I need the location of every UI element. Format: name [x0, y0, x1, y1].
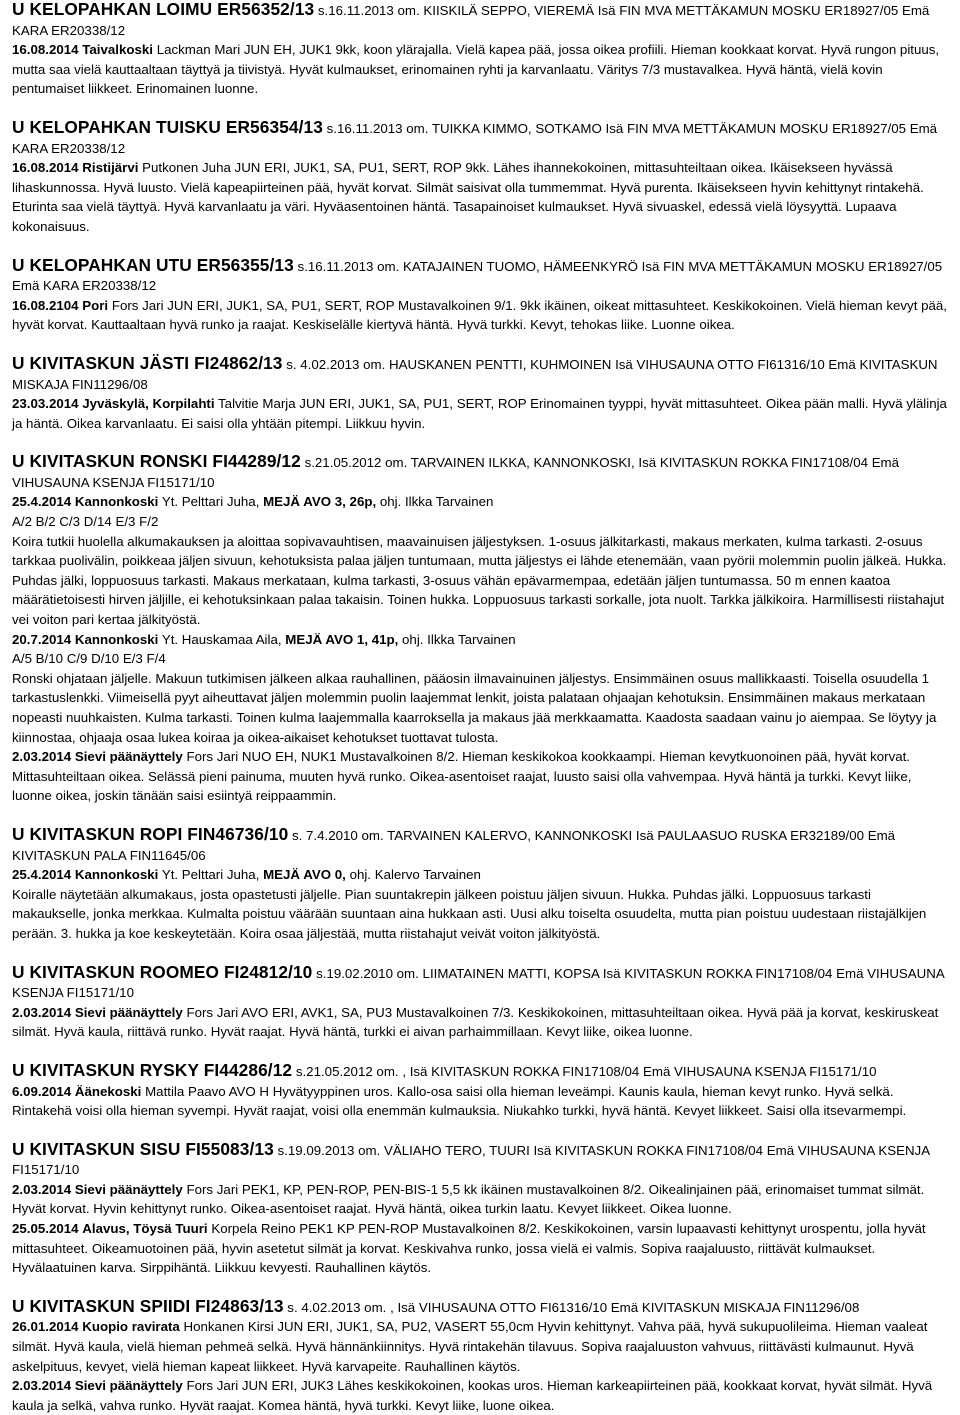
- parents: Isä VIHUSAUNA OTTO FI61316/10 Emä KIVITASKUN MISKAJA FIN11296/08: [397, 1299, 860, 1315]
- judge: Yt. Pelttari Juha,: [161, 867, 260, 883]
- result-date: 6.09.2014: [12, 1083, 72, 1099]
- parents: Isä KIVITASKUN ROKKA FIN17108/04 Emä VIHUSAUNA KSENJA FI15171/10: [12, 455, 900, 490]
- dog-entry: [12, 256, 948, 335]
- owner: HAUSKANEN PENTTI, KUHMOINEN: [389, 356, 612, 372]
- result-date: 2.03.2014: [12, 749, 72, 765]
- result: [12, 1082, 948, 1121]
- result: [12, 394, 948, 433]
- result-text: Fors Jari JUN ERI, JUK3 Lähes keskikokoinen, kookas uros. Hieman karkeapiirteinen pää, kookkaat korvat, hyvät silmät. Hyvä kaula ja selkä, vahva runko. Hyvät raajat. Komea häntä, hyvä turkki. Kevyt liike, luone oikea.: [12, 1378, 933, 1413]
- birth-date: s.21.05.2012 om.: [304, 455, 408, 471]
- dog-entry: [12, 825, 948, 944]
- entry-gap: [12, 433, 948, 452]
- parents: Isä KIVITASKUN ROKKA FIN17108/04 Emä VIHUSAUNA KSENJA FI15171/10: [409, 1063, 877, 1079]
- result-date: 26.01.2014: [12, 1319, 79, 1335]
- result-text: Lackman Mari JUN EH, JUK1 9kk, koon ylärajalla. Vielä kapea pää, jossa oikea profiili. Hieman kookkaat korvat. Hyvä rungon pituus, mutta saa vielä kauttaaltaan täyttyä ja tiivistyä. Hyvät kulmaukset, erinomainen ryhti ja karvanlaatu. Väritys 7/3 mustavalkea. Hyvä häntä, vielä kovin pentumaiset liikkeet. Erinomainen luonne.: [12, 42, 940, 97]
- entry-header: [12, 452, 948, 492]
- result-date: 2.03.2014: [12, 1004, 72, 1020]
- trial-result: MEJÄ AVO 0,: [263, 867, 346, 883]
- judge: Yt. Hauskamaa Aila,: [161, 631, 282, 647]
- result-place: Kannonkoski: [74, 494, 159, 510]
- parents: Isä KIVITASKUN ROKKA FIN17108/04 Emä VIHUSAUNA KSENJA FI15171/10: [12, 1142, 930, 1178]
- trial-scores: A/2 B/2 C/3 D/14 E/3 F/2: [12, 514, 159, 530]
- dog-name: U KELOPAHKAN UTU ER56355/13: [12, 254, 294, 275]
- dog-name: U KIVITASKUN SISU FI55083/13: [12, 1138, 274, 1159]
- dog-entry: [12, 0, 948, 99]
- result-date: 2.03.2014: [12, 1181, 72, 1197]
- result-place: Taivalkoski: [82, 42, 153, 58]
- dog-name: U KELOPAHKAN LOIMU ER56352/13: [12, 0, 315, 19]
- parents: Isä FIN MVA METTÄKAMUN MOSKU ER18927/05 Emä KARA ER20338/12: [12, 120, 938, 156]
- result-place: Pori: [82, 297, 109, 313]
- result-place: Kannonkoski: [74, 631, 159, 647]
- result-place: Sievi päänäyttely: [74, 1004, 183, 1020]
- dog-name: U KIVITASKUN RYSKY FI44286/12: [12, 1059, 293, 1080]
- entry-gap: [12, 806, 948, 825]
- owner: TARVAINEN KALERVO, KANNONKOSKI: [387, 827, 633, 843]
- birth-date: s.19.02.2010 om.: [316, 965, 419, 981]
- entry-header: [12, 118, 948, 158]
- dog-entry: [12, 452, 948, 806]
- owner: ,: [402, 1063, 407, 1079]
- trial-scores: A/5 B/10 C/9 D/10 E/3 F/4: [12, 651, 166, 667]
- parents: Isä FIN MVA METTÄKAMUN MOSKU ER18927/05 Emä KARA ER20338/12: [12, 3, 930, 38]
- parents: Isä VIHUSAUNA OTTO FI61316/10 Emä KIVITASKUN MISKAJA FIN11296/08: [12, 356, 938, 392]
- result-date: 25.05.2014: [12, 1221, 79, 1237]
- entry-gap: [12, 237, 948, 256]
- result: [12, 158, 948, 236]
- dog-name: U KELOPAHKAN TUISKU ER56354/13: [12, 116, 323, 137]
- result-text: Fors Jari NUO EH, NUK1 Mustavalkoinen 8/2. Hieman keskikokoa kookkaampi. Hieman kevytkuonoinen pää, hyvät korvat. Mittasuhteiltaan oikea. Selässä pieni painuma, muuten hyvä runko. Oikea-asentoiset raajat, luusto saisi olla vahvempaa. Hyvä häntä ja turkki. Kevyt liike, luonne oikea, joskin tänään saisi esiintyä reippaammin.: [12, 749, 912, 804]
- result-text: Honkanen Kirsi JUN ERI, JUK1, SA, PU2, VASERT 55,0cm Hyvin kehittynyt. Vahva pää, hyvä sukupuolileima. Hieman vaaleat silmät. Hyvä kaula, vielä hieman pehmeä selkä. Hyvä hännänkiinnitys. Hyvä rintakehän tilavuus. Sopiva raajaluuston vahvuus, riittävästi kulmaunut. Hyvä askelpituus, kevyet, vielä hieman kapeat liikkeet. Hyvä karvapeite. Rauhallinen käytös.: [12, 1319, 928, 1374]
- result: [12, 1003, 948, 1042]
- birth-date: s.16.11.2013 om.: [326, 120, 429, 136]
- result-date: 16.08.2014: [12, 160, 79, 176]
- result-text: Koiralle näytetään alkumakaus, josta opastetusti jäljelle. Pian suuntakrepin jälkeen poistuu jäljen sivuun. Hukka. Puhdas jälki. Loppuosuus tarkasti makaukselle, jonka merkkaa. Kulmalta poistuu väärään suuntaan aina hukkaan asti. Uusi alku toiselta osuudelta, mutta pian poistuu uudestaan riistajälkijen perään. 3. hukka ja koe keskeytetään. Koira osaa jäljestää, mutta riistahajut veivät voiton jälkityöstä.: [12, 886, 927, 941]
- result-place: Sievi päänäyttely: [74, 1181, 183, 1197]
- birth-date: s. 4.02.2013 om.: [287, 1299, 387, 1315]
- dog-name: U KIVITASKUN ROPI FIN46736/10: [12, 823, 289, 844]
- owner: LIIMATAINEN MATTI, KOPSA: [422, 965, 600, 981]
- result: [12, 1180, 948, 1219]
- trial-result: MEJÄ AVO 3, 26p,: [263, 494, 377, 510]
- result-text: Mattila Paavo AVO H Hyvätyyppinen uros. Kallo-osa saisi olla hieman leveämpi. Kaunis kaula, hieman kevyt runko. Hyvä selkä. Rintakehä voisi olla hieman syvempi. Hyvät raajat, voisi olla enemmän kulmauksia. Niukahko turkki, hyvä häntä. Kevyet liikkeet. Saisi olla itsevarmempi.: [12, 1083, 907, 1119]
- result-place: Kannonkoski: [74, 867, 159, 883]
- result-text: Fors Jari JUN ERI, JUK1, SA, PU1, SERT, ROP Mustavalkoinen 9/1. 9kk ikäinen, oikeat mittasuhteet. Keskikokoinen. Vielä hieman kevyt pää, hyvät korvat. Kauttaaltaan hyvä runko ja raajat. Keskiselälle kiertyvä häntä. Hyvä turkki. Kevyt, tehokas liike. Luonne oikea.: [12, 297, 947, 333]
- result-text: Ronski ohjataan jäljelle. Makuun tutkimisen jälkeen alkaa rauhallinen, pääosin ilmavainuinen jäljestys. Ensimmäinen osuus mallikkaasti. Toisella osuudella 1 tarkastuslenkki. Viimeisellä pyyt aiheuttavat jäljen molemmin puolin laajemmat lenkit, joista palataan ohjaajan kehotuksin. Ensimmäinen makaus merkataan nopeasti nuuhkaisten. Kulma tarkasti. Toinen kulma laajemmalla kaarroksella ja makaus jää merkkaamatta. Kaadosta saadaan vainu jo aiempaa. Se löytyy ja kiinnostaa, ohjaaja osaa lukea koiraa ja oikea-aikaiset kehotukset tuottavat tulosta.: [12, 670, 937, 745]
- entry-header: [12, 354, 948, 394]
- entry-header: [12, 825, 948, 865]
- result: [12, 747, 948, 806]
- entry-gap: [12, 335, 948, 354]
- entry-header: [12, 1140, 948, 1180]
- result-text: Putkonen Juha JUN ERI, JUK1, SA, PU1, SERT, ROP 9kk. Lähes ihannekokoinen, mittasuhteiltaan oikea. Ikäisekseen hyvässä lihaskunnossa. Hyvä luusto. Vielä kapeapiirteinen pää, hyvät korvat. Silmät saisivat olla tummemmat. Hyvä purenta. Ikäisekseen hyvin kehittynyt rintakehä. Eturinta saa vielä täyttyä. Hyvä karvanlaatu ja väri. Hyväasentoinen häntä. Tasapainoiset kulmaukset. Hyvä sivuaskel, edessä vielä löysyyttä. Lupaava kokonaisuus.: [12, 160, 924, 234]
- dog-entry: [12, 1297, 948, 1415]
- dog-entry: [12, 1061, 948, 1121]
- entry-gap: [12, 1278, 948, 1297]
- result-date: 25.4.2014: [12, 867, 72, 883]
- result: [12, 296, 948, 335]
- result-text: Fors Jari AVO ERI, AVK1, SA, PU3 Mustavalkoinen 7/3. Keskikokoinen, mittasuhteiltaan oikea. Hyvä pää ja korvat, keskiruskeat silmät. Hyvä kaula, riittävä runko. Hyvät raajat. Hyvä häntä, turkki ei aivan parhaimmillaan. Kevyt liike, oikea luonne.: [12, 1004, 939, 1040]
- dog-entry: [12, 354, 948, 433]
- result-place: Äänekoski: [74, 1083, 142, 1099]
- dog-name: U KIVITASKUN ROOMEO FI24812/10: [12, 961, 313, 982]
- birth-date: s.21.05.2012 om.: [295, 1063, 399, 1079]
- dog-name: U KIVITASKUN SPIIDI FI24863/13: [12, 1295, 284, 1316]
- birth-date: s. 4.02.2013 om.: [286, 356, 386, 372]
- trial-result: MEJÄ AVO 1, 41p,: [285, 631, 399, 647]
- birth-date: s.19.09.2013 om.: [277, 1142, 381, 1158]
- result-place: Sievi päänäyttely: [74, 749, 183, 765]
- dog-name: U KIVITASKUN RONSKI FI44289/12: [12, 451, 301, 472]
- result-place: Sievi päänäyttely: [74, 1378, 183, 1394]
- result-place: Jyväskylä, Korpilahti: [82, 396, 215, 412]
- result-place: Kuopio ravirata: [82, 1319, 180, 1335]
- result-date: 16.08.2104: [12, 297, 79, 313]
- owner: TUIKKA KIMMO, SOTKAMO: [431, 120, 602, 136]
- entry-header: [12, 0, 948, 40]
- owner: ,: [390, 1299, 394, 1315]
- birth-date: s. 7.4.2010 om.: [291, 827, 384, 843]
- result-date: 2.03.2014: [12, 1378, 72, 1394]
- handler: ohj. Ilkka Tarvainen: [402, 631, 516, 647]
- parents: Isä KIVITASKUN ROKKA FIN17108/04 Emä VIHUSAUNA KSENJA FI15171/10: [12, 965, 945, 1001]
- owner: VÄLIAHO TERO, TUURI: [383, 1142, 530, 1158]
- result-date: 16.08.2014: [12, 42, 79, 58]
- result-place: Ristijärvi: [82, 160, 139, 176]
- result-text: Koira tutkii huolella alkumakauksen ja aloittaa sopivavauhtisen, maavainuisen jäljestyksen. 1-osuus jälkitarkasti, makaus merkaten, kulma tarkasti. 2-osuus tarkkaa puolivälin, poikkeaa jäljen sivuun, kehotuksista palaa jäljen tuntumaan, mutta jäljestys ei lähde etenemään, vaan pyörii molemmin puolin jälkeä. Hukka. Puhdas jälki, loppuosuus tarkasti. Makaus merkataan, kulma tarkasti, 3-osuus vähän epävarmempaa, edetään jäljen tuntumassa. 50 m ennen kaatoa määrätietoisesti hirven jäljille, ei kehotuksinkaan palaa takaisin. Toinen hukka. Loppuosuus tarkasti sorkalle, jota nuolt. Tarkka jälkikoira. Harmillisesti riistahajut vei voiton pari kertaa jälkityöstä.: [12, 533, 947, 628]
- entry-header: [12, 1297, 948, 1318]
- result-text: Korpela Reino PEK1 KP PEN-ROP Mustavalkoinen 8/2. Keskikokoinen, varsin lupaavasti kehittynyt urospentu, jolla hyvät mittasuhteet. Oikeamuotoinen pää, hyvin asetetut silmät ja korvat. Keskivahva runko, jossa vielä ei valmis. Sopiva raajaluusto, riittävät kulmaukset. Hyvälaatuinen karva. Sirppihäntä. Liikkuu kevyesti. Rauhallinen käytös.: [12, 1221, 926, 1276]
- result-date: 25.4.2014: [12, 494, 72, 510]
- entry-header: [12, 1061, 948, 1082]
- entry-gap: [12, 944, 948, 963]
- birth-date: s.16.11.2013 om.: [317, 3, 420, 18]
- result-date: 23.03.2014: [12, 396, 79, 412]
- owner: KIISKILÄ SEPPO, VIEREMÄ: [423, 3, 595, 18]
- result: [12, 1317, 948, 1376]
- result-text: Fors Jari PEK1, KP, PEN-ROP, PEN-BIS-1 5,5 kk ikäinen mustavalkoinen 8/2. Oikealinjainen pää, erinomaiset tummat silmät. Hyvät korvat. Hyvin kehittynyt runko. Oikea-asentoiset raajat. Hyvä häntä, oikea turkin laatu. Kevyet liikkeet. Oikea luonne.: [12, 1181, 925, 1217]
- dog-entry: [12, 963, 948, 1042]
- dog-name: U KIVITASKUN JÄSTI FI24862/13: [12, 352, 283, 373]
- result: [12, 40, 948, 99]
- entry-gap: [12, 99, 948, 118]
- dog-entry: [12, 118, 948, 237]
- result-text: Talvitie Marja JUN ERI, JUK1, SA, PU1, SERT, ROP Erinomainen tyyppi, hyvät mittasuhteet. Oikea pään malli. Hyvä ylälinja ja häntä. Oikea karvanlaatu. Ei saisi olla yhtään pitempi. Liikkuu hyvin.: [12, 396, 947, 431]
- parents: Isä PAULAASUO RUSKA ER32189/00 Emä KIVITASKUN PALA FIN11645/06: [12, 827, 896, 863]
- result: [12, 1219, 948, 1278]
- result: [12, 492, 948, 512]
- entry-gap: [12, 1121, 948, 1140]
- entry-header: [12, 963, 948, 1003]
- handler: ohj. Kalervo Tarvainen: [349, 867, 481, 883]
- owner: TARVAINEN ILKKA, KANNONKOSKI,: [410, 455, 635, 471]
- result: [12, 865, 948, 885]
- parents: Isä FIN MVA METTÄKAMUN MOSKU ER18927/05 Emä KARA ER20338/12: [12, 258, 943, 294]
- result: [12, 630, 948, 650]
- dog-entry: [12, 1140, 948, 1278]
- owner: KATAJAINEN TUOMO, HÄMEENKYRÖ: [403, 258, 638, 274]
- judge: Yt. Pelttari Juha,: [161, 494, 260, 510]
- entry-header: [12, 256, 948, 296]
- handler: ohj. Ilkka Tarvainen: [379, 494, 494, 510]
- birth-date: s.16.11.2013 om.: [297, 258, 400, 274]
- result: [12, 1376, 948, 1415]
- result-date: 20.7.2014: [12, 631, 72, 647]
- entry-gap: [12, 1042, 948, 1061]
- result-place: Alavus, Töysä Tuuri: [82, 1221, 208, 1237]
